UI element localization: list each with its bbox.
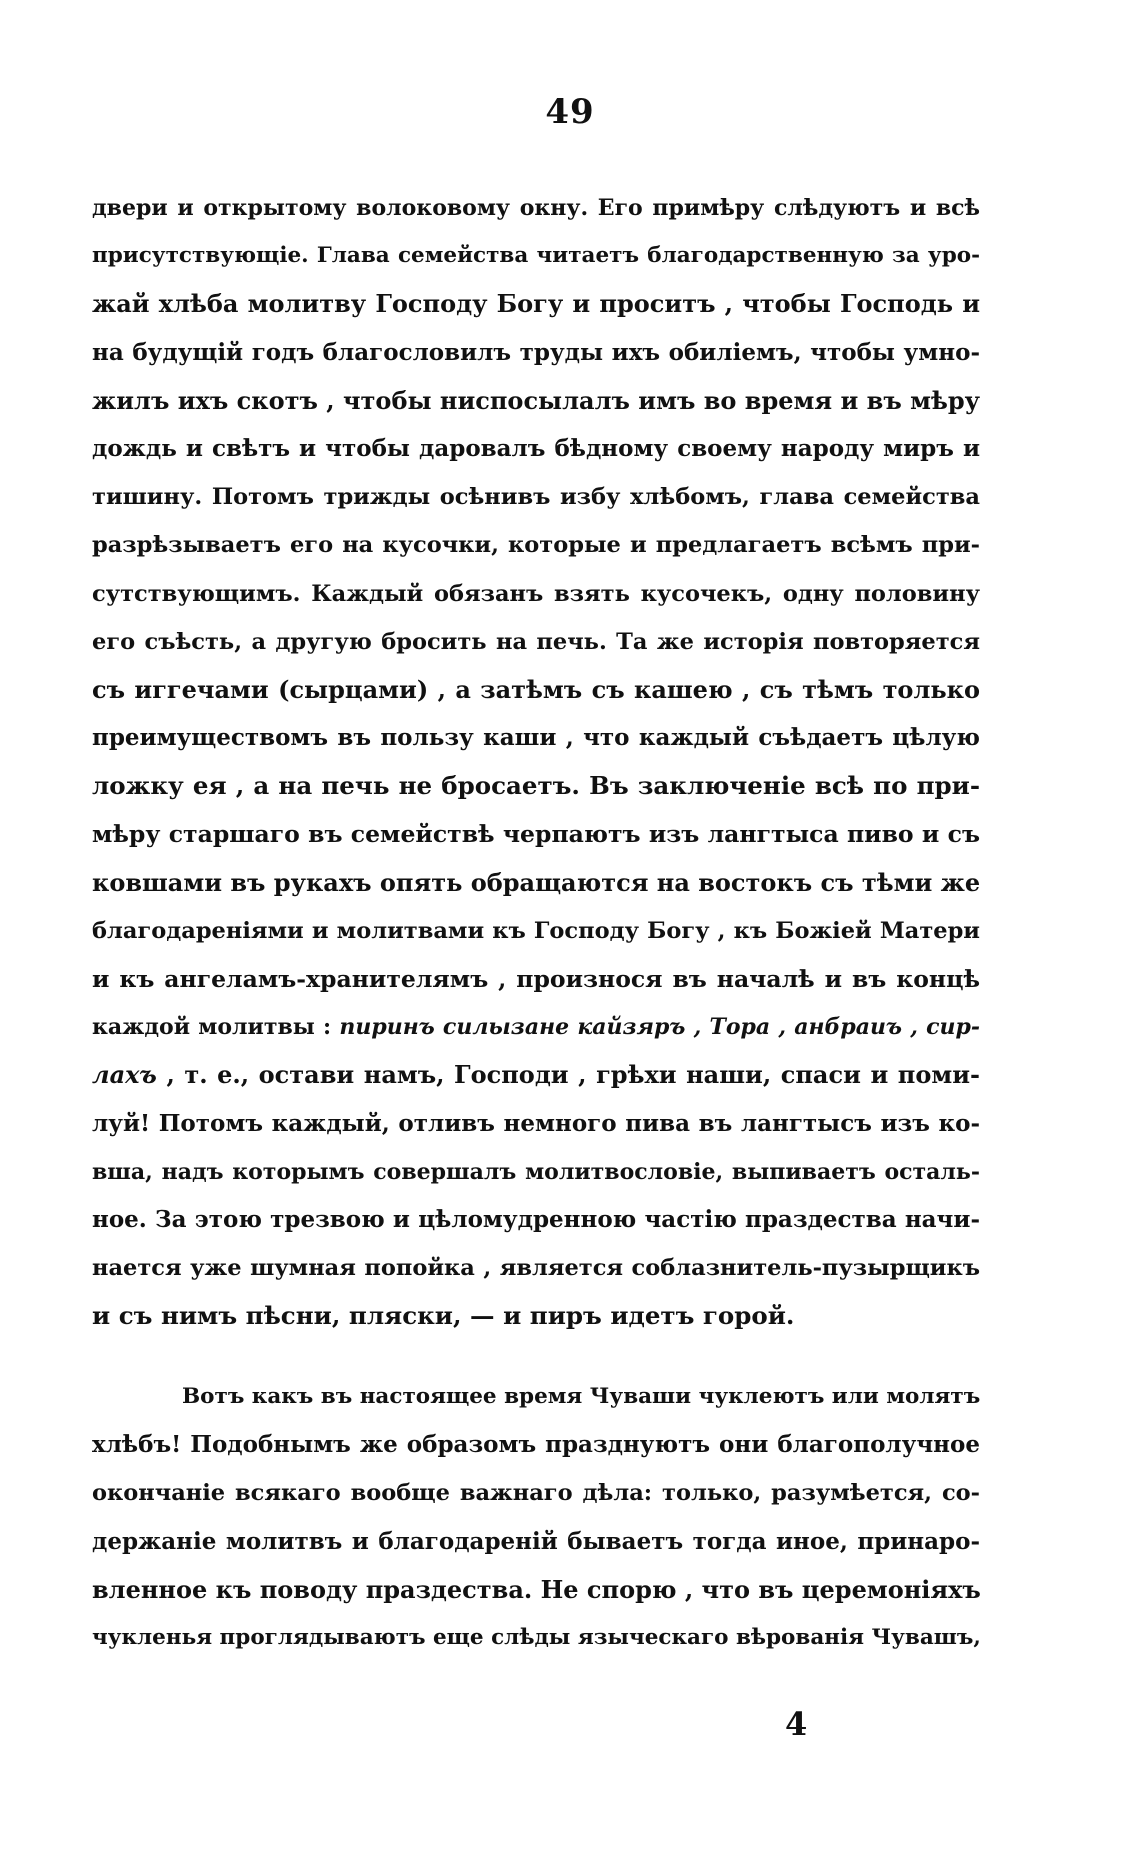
text-line: вленное къ поводу праздества. Не спорю , что въ церемоніяхъ bbox=[92, 1574, 981, 1604]
prayer-phrase-end: лахъ bbox=[92, 1060, 157, 1090]
text-line: держаніе молитвъ и благодареній бываетъ тогда иное, принаро- bbox=[92, 1527, 980, 1555]
text-line: сутствующимъ. Каждый обязанъ взять кусочекъ, одну половину bbox=[92, 580, 980, 607]
text-line: жай хлѣба молитву Господу Богу и проситъ , чтобы Господь и bbox=[92, 289, 980, 319]
prayer-phrase: пиринъ силызане кайзяръ , Тора , анбраиъ , сир- bbox=[339, 1014, 980, 1041]
text-line: преимуществомъ въ пользу каши , что каждый съѣдаетъ цѣлую bbox=[92, 724, 980, 752]
text-line: хлѣбъ! Подобнымъ же образомъ празднуютъ они благополучное bbox=[92, 1431, 980, 1459]
text-line: жилъ ихъ скотъ , чтобы ниспосылалъ имъ во время и въ мѣру bbox=[92, 385, 980, 415]
text-line-prayer-end bbox=[92, 1051, 980, 1099]
text-line: на будущій годъ благословилъ труды ихъ обиліемъ, чтобы умно- bbox=[92, 338, 980, 366]
page-number: 49 bbox=[545, 92, 595, 132]
paragraph-2 bbox=[92, 1373, 980, 1662]
text-line-prayer bbox=[92, 1003, 980, 1051]
text-line: его съѣсть, а другую бросить на печь. Та же исторія повторяется bbox=[92, 628, 980, 655]
text-line: и съ нимъ пѣсни, пляски, — и пиръ идетъ горой. bbox=[92, 1301, 795, 1331]
signature-mark: 4 bbox=[785, 1705, 808, 1743]
text-line: Вотъ какъ въ настоящее время Чуваши чуклеютъ или молятъ bbox=[182, 1384, 981, 1409]
text-line: разрѣзываетъ его на кусочки, которые и предлагаетъ всѣмъ при- bbox=[92, 532, 980, 559]
text-line: ложку ея , а на печь не бросаетъ. Въ заключеніе всѣ по при- bbox=[92, 771, 980, 801]
text-line: двери и открытому волоковому окну. Его примѣру слѣдуютъ и всѣ bbox=[92, 195, 980, 221]
text-line: вша, надъ которымъ совершалъ молитвословіе, выпиваетъ осталь- bbox=[92, 1158, 980, 1185]
text-line: луй! Потомъ каждый, отливъ немного пива въ лангтысъ изъ ко- bbox=[92, 1109, 980, 1137]
text-line: и къ ангеламъ-хранителямъ , произнося въ началѣ и въ концѣ bbox=[92, 965, 980, 993]
text-line: дождь и свѣтъ и чтобы даровалъ бѣдному своему народу миръ и bbox=[92, 434, 980, 462]
prayer-lead: каждой молитвы : bbox=[92, 1014, 332, 1041]
text-line: ное. За этою трезвою и цѣломудренною частію праздества начи- bbox=[92, 1205, 980, 1233]
text-line: нается уже шумная попойка , является соблазнитель-пузырщикъ bbox=[92, 1255, 980, 1282]
text-line: присутствующіе. Глава семейства читаетъ благодарственную за уро- bbox=[92, 243, 980, 269]
text-line: мѣру старшаго въ семействѣ черпаютъ изъ лангтыса пиво и съ bbox=[92, 820, 980, 849]
prayer-translation: , т. е., остави намъ, Господи , грѣхи наши, спаси и поми- bbox=[166, 1060, 980, 1090]
text-line: благодареніями и молитвами къ Господу Богу , къ Божіей Матери bbox=[92, 917, 980, 944]
paragraph-1 bbox=[92, 184, 980, 1341]
text-line: чукленья проглядываютъ еще слѣды языческаго вѣрованія Чувашъ, bbox=[92, 1624, 981, 1650]
text-line: съ иггечами (сырцами) , а затѣмъ съ кашею , съ тѣмъ только bbox=[92, 674, 980, 704]
text-line: окончаніе всякаго вообще важнаго дѣла: только, разумѣется, со- bbox=[92, 1480, 980, 1507]
text-line: ковшами въ рукахъ опять обращаются на востокъ съ тѣми же bbox=[92, 867, 981, 897]
text-line: тишину. Потомъ трижды осѣнивъ избу хлѣбомъ, глава семейства bbox=[92, 484, 980, 511]
